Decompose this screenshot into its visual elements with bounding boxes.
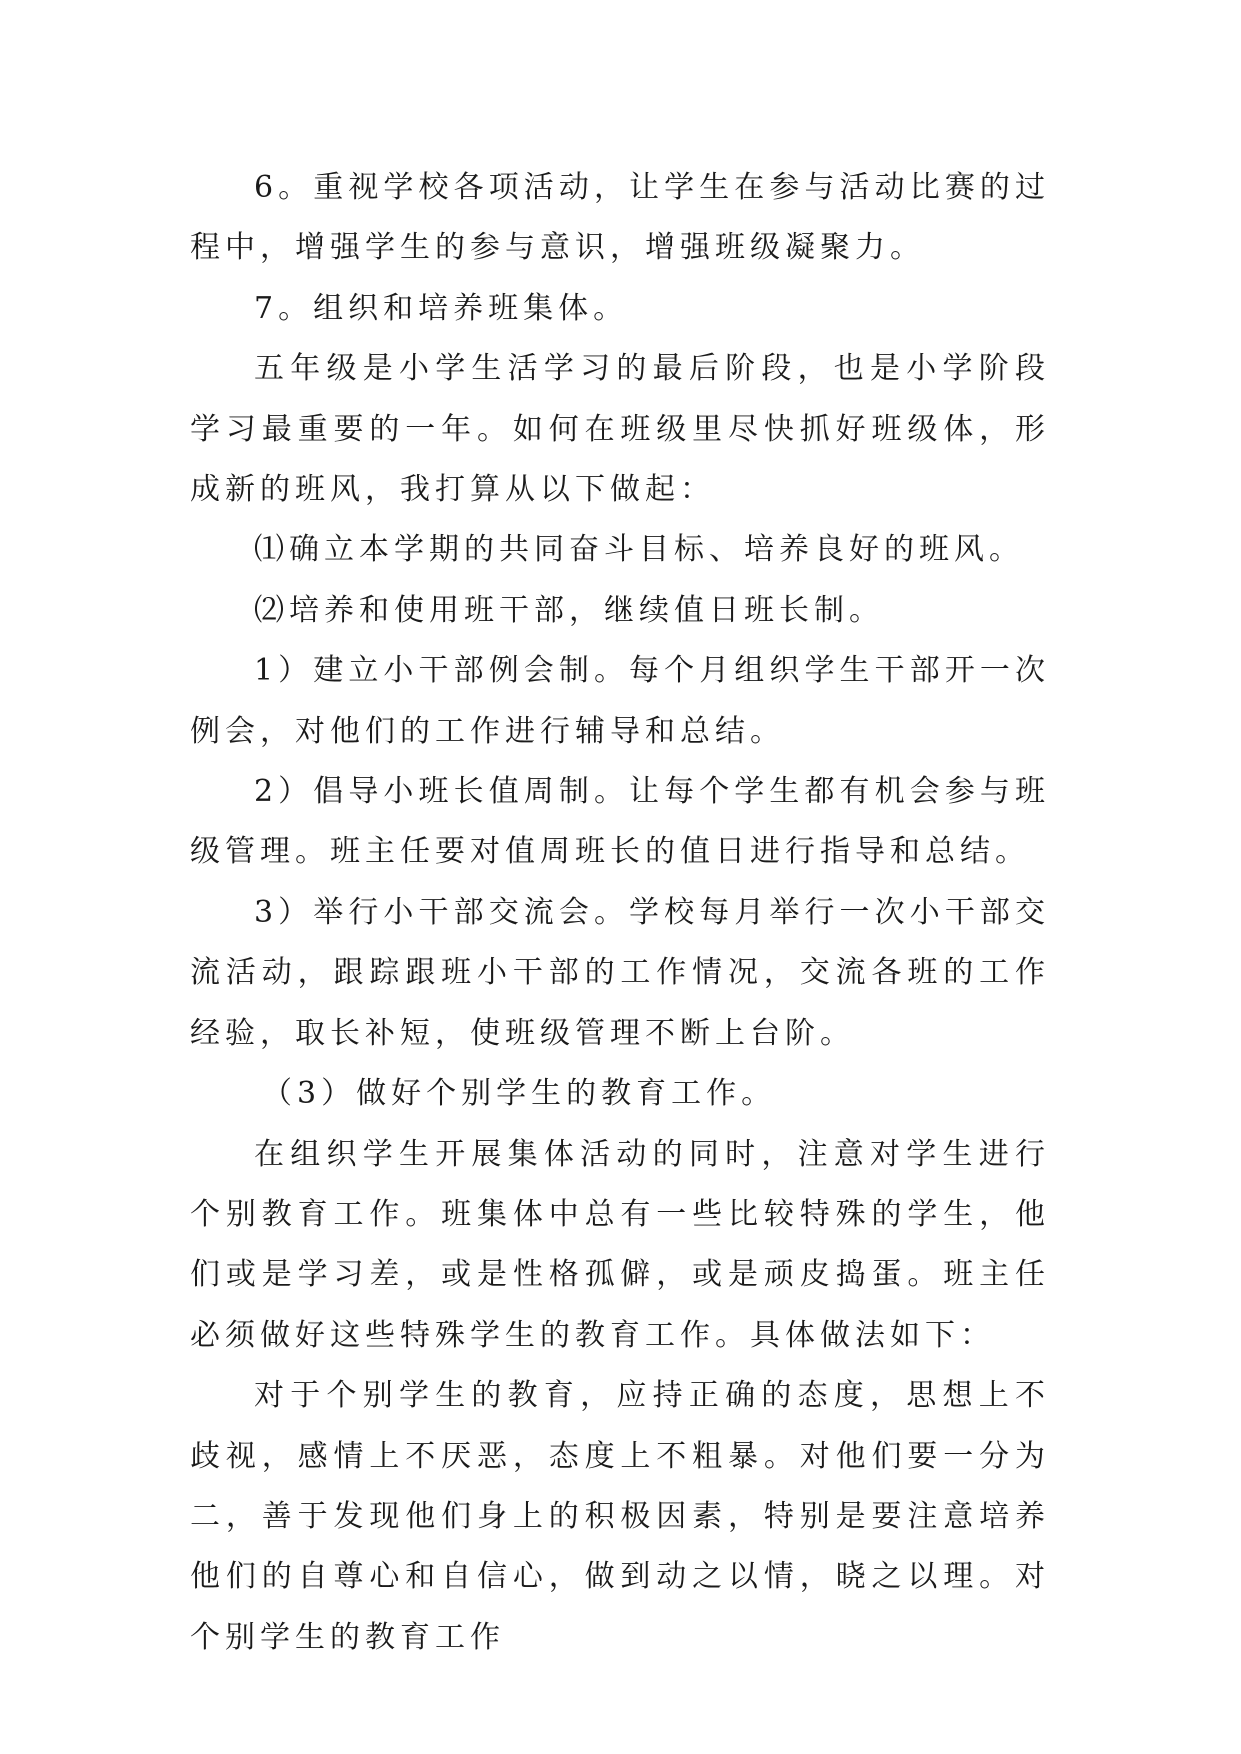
document-body [190, 158, 1050, 1668]
paragraph-activities: 6。重视学校各项活动，让学生在参与活动比赛的过程中，增强学生的参与意识，增强班级凝聚力。 [190, 170, 1050, 266]
paragraph-cadre-meeting: 1）建立小干部例会制。每个月组织学生干部开一次例会，对他们的工作进行辅导和总结。 [190, 653, 1050, 749]
paragraph-correct-attitude: 对于个别学生的教育，应持正确的态度，思想上不歧视，感情上不厌恶，态度上不粗暴。对他们要一分为二，善于发现他们身上的积极因素，特别是要注意培养他们的自尊心和自信心，做到动之以情，晓之以理。对个别学生的教育工作 [190, 1378, 1050, 1655]
paragraph-class-cadres: ⑵培养和使用班干部，继续值日班长制。 [254, 592, 884, 628]
paragraph-grade-five: 五年级是小学生活学习的最后阶段，也是小学阶段学习最重要的一年。如何在班级里尽快抓好班级体，形成新的班风，我打算从以下做起： [190, 351, 1050, 508]
paragraph-individual-education-heading: （3）做好个别学生的教育工作。 [262, 1076, 777, 1112]
paragraph-weekly-monitor: 2）倡导小班长值周制。让每个学生都有机会参与班级管理。班主任要对值周班长的值日进行指导和总结。 [190, 774, 1050, 870]
paragraph-organize-class: 7。组织和培养班集体。 [254, 290, 629, 326]
paragraph-special-students: 在组织学生开展集体活动的同时，注意对学生进行个别教育工作。班集体中总有一些比较特殊的学生，他们或是学习差，或是性格孤僻，或是顽皮捣蛋。班主任必须做好这些特殊学生的教育工作。具体做法如下： [190, 1136, 1050, 1353]
paragraph-goal: ⑴确立本学期的共同奋斗目标、培养良好的班风。 [254, 532, 1024, 568]
paragraph-cadre-exchange: 3）举行小干部交流会。学校每月举行一次小干部交流活动，跟踪跟班小干部的工作情况，交流各班的工作经验，取长补短，使班级管理不断上台阶。 [190, 894, 1050, 1051]
